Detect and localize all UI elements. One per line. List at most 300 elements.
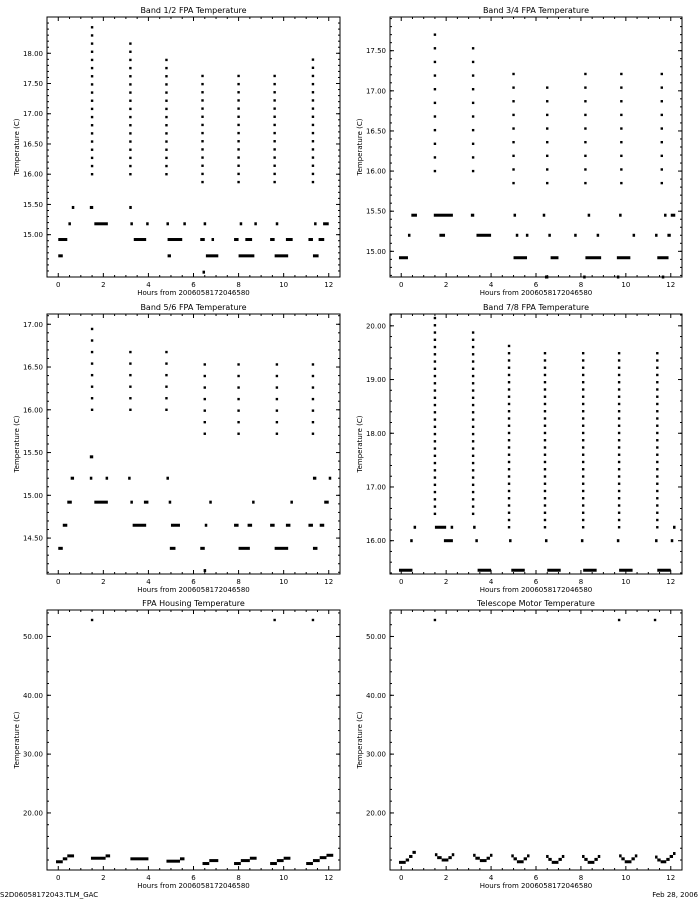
data-point (91, 83, 93, 85)
y-axis-label: Temperature (C) (356, 711, 364, 769)
data-point (201, 99, 203, 101)
data-points-run (514, 256, 527, 259)
y-tick-label: 17.00 (22, 320, 43, 329)
data-point (582, 519, 584, 521)
data-point (508, 475, 510, 477)
data-points-run (435, 853, 438, 856)
data-points-run (581, 539, 584, 542)
data-points-run (661, 860, 667, 863)
data-point (312, 363, 314, 365)
y-tick-label: 40.00 (365, 691, 386, 700)
data-points-run (671, 214, 675, 217)
data-point (544, 490, 546, 492)
data-point (656, 497, 658, 499)
data-point (582, 461, 584, 463)
data-point (618, 410, 620, 412)
data-point (434, 102, 436, 104)
data-point (512, 86, 514, 88)
data-point (91, 124, 93, 126)
data-point (237, 173, 239, 175)
x-tick-label: 12 (324, 874, 334, 882)
data-points-run (410, 539, 413, 542)
data-point (165, 409, 167, 411)
data-point (91, 132, 93, 134)
x-tick-label: 8 (236, 578, 241, 586)
data-points-run (585, 256, 601, 259)
data-point (434, 491, 436, 493)
data-point (91, 108, 93, 110)
x-axis-label: Hours from 2006058172046580 (479, 289, 593, 297)
data-point (201, 173, 203, 175)
data-point (472, 368, 474, 370)
data-points-run (284, 857, 291, 860)
data-points-run (313, 859, 320, 862)
data-point (165, 91, 167, 93)
chart-title: Telescope Motor Temperature (477, 599, 595, 608)
data-points-run (314, 222, 317, 225)
data-point (512, 141, 514, 143)
data-points-run (664, 214, 667, 217)
data-point (472, 115, 474, 117)
data-points-run (562, 855, 565, 858)
data-point (544, 388, 546, 390)
y-tick-label: 16.00 (22, 406, 43, 415)
data-point (129, 124, 131, 126)
data-point (618, 374, 620, 376)
data-points-run (329, 477, 332, 480)
chart-panel-1 (13, 6, 340, 297)
data-point (656, 446, 658, 448)
data-point (472, 331, 474, 333)
plot-frame (47, 610, 340, 870)
data-points-run (662, 276, 665, 279)
data-point (661, 127, 663, 129)
y-tick-label: 40.00 (22, 691, 43, 700)
data-point (620, 182, 622, 184)
x-tick-label: 6 (191, 281, 196, 289)
y-tick-label: 17.50 (365, 47, 386, 56)
data-point (618, 439, 620, 441)
data-point (434, 324, 436, 326)
data-point (512, 182, 514, 184)
data-point (434, 339, 436, 341)
data-point (656, 475, 658, 477)
data-point (582, 504, 584, 506)
data-points-run (409, 855, 412, 858)
data-points-run (286, 238, 293, 241)
x-tick-label: 0 (398, 578, 404, 586)
data-point (129, 100, 131, 102)
data-point (661, 168, 663, 170)
data-point (434, 61, 436, 63)
data-point (165, 351, 167, 353)
data-point (618, 504, 620, 506)
data-points-run (130, 222, 133, 225)
data-point (620, 100, 622, 102)
data-points-run (171, 524, 174, 527)
data-points-run (68, 222, 71, 225)
data-point (582, 483, 584, 485)
data-point (312, 132, 314, 134)
data-point (312, 165, 314, 167)
data-point (618, 512, 620, 514)
data-point (472, 484, 474, 486)
data-points-run (319, 238, 325, 241)
data-points-run (414, 526, 417, 529)
data-point (656, 417, 658, 419)
data-points-run (597, 234, 600, 237)
data-point (165, 67, 167, 69)
data-points-run (254, 222, 257, 225)
data-points-run (476, 234, 491, 237)
data-points-run (286, 524, 291, 527)
data-points-run (475, 857, 479, 860)
data-points-run (657, 256, 668, 259)
data-point (584, 73, 586, 75)
x-tick-label: 4 (488, 874, 494, 882)
data-point (661, 86, 663, 88)
data-point (165, 140, 167, 142)
data-point (472, 426, 474, 428)
data-point (312, 124, 314, 126)
data-point (546, 182, 548, 184)
data-point (129, 351, 131, 353)
data-point (129, 374, 131, 376)
data-point (129, 42, 131, 44)
chart-title: Band 3/4 FPA Temperature (482, 6, 590, 15)
data-points-run (619, 214, 622, 217)
data-point (584, 127, 586, 129)
data-points-run (412, 851, 415, 854)
data-points-run (478, 569, 491, 572)
data-point (508, 425, 510, 427)
data-points-run (548, 858, 551, 861)
data-point (544, 396, 546, 398)
data-points-run (129, 206, 132, 209)
data-points-run (134, 238, 146, 241)
data-point (434, 397, 436, 399)
data-point (91, 26, 93, 28)
data-points-run (545, 276, 548, 279)
data-point (312, 619, 314, 621)
data-points-run (552, 861, 559, 864)
x-tick-label: 4 (488, 578, 494, 586)
data-point (656, 526, 658, 528)
data-points-run (490, 854, 493, 857)
footer-file-id: S2D06058172043.TLM_GAC (0, 891, 99, 899)
data-points-run (673, 526, 676, 529)
data-point (544, 526, 546, 528)
x-tick-label: 10 (621, 281, 631, 289)
y-tick-label: 16.50 (365, 127, 386, 136)
data-point (472, 143, 474, 145)
data-point (620, 127, 622, 129)
data-point (129, 91, 131, 93)
data-point (312, 91, 314, 93)
data-point (273, 99, 275, 101)
data-points-run (323, 222, 329, 225)
x-tick-label: 8 (236, 874, 241, 882)
data-point (91, 339, 93, 341)
data-point (546, 155, 548, 157)
data-point (276, 421, 278, 423)
data-point (434, 433, 436, 435)
data-point (582, 468, 584, 470)
data-point (204, 386, 206, 388)
data-point (582, 490, 584, 492)
data-point (472, 404, 474, 406)
x-tick-label: 10 (621, 578, 631, 586)
data-point (434, 462, 436, 464)
data-points-run (448, 856, 451, 859)
data-point (312, 156, 314, 158)
data-point (434, 455, 436, 457)
data-point (661, 73, 663, 75)
data-point (546, 100, 548, 102)
data-point (618, 403, 620, 405)
data-point (129, 108, 131, 110)
data-point (508, 490, 510, 492)
data-point (276, 386, 278, 388)
data-point (582, 417, 584, 419)
data-point (472, 455, 474, 457)
data-points-run (326, 854, 333, 857)
data-point (472, 498, 474, 500)
data-point (582, 454, 584, 456)
data-point (656, 367, 658, 369)
data-point (546, 127, 548, 129)
data-point (656, 519, 658, 521)
data-points-run (511, 569, 524, 572)
data-point (204, 433, 206, 435)
chart-panel-2 (356, 6, 682, 297)
data-point (661, 155, 663, 157)
data-points-run (473, 854, 476, 857)
data-point (656, 396, 658, 398)
data-point (472, 156, 474, 158)
chart-panel-5 (13, 599, 340, 890)
data-point (546, 141, 548, 143)
data-points-run (275, 547, 289, 550)
data-point (276, 409, 278, 411)
data-point (129, 67, 131, 69)
data-points-run (203, 862, 210, 865)
plot-frame (390, 610, 682, 870)
data-points-run (106, 854, 111, 857)
data-points-run (234, 862, 241, 865)
data-point (656, 388, 658, 390)
data-point (237, 140, 239, 142)
data-point (201, 156, 203, 158)
y-tick-label: 18.00 (365, 429, 386, 438)
x-axis-label: Hours from 2006058172046580 (137, 586, 250, 594)
data-points-run (130, 857, 148, 860)
data-points-run (655, 539, 658, 542)
data-point (91, 173, 93, 175)
data-point (273, 165, 275, 167)
data-point (237, 375, 239, 377)
data-points-run (435, 526, 446, 529)
data-point (544, 410, 546, 412)
data-point (584, 86, 586, 88)
data-points-run (671, 539, 674, 542)
data-point (201, 140, 203, 142)
data-points-run (183, 222, 186, 225)
data-points-run (439, 234, 445, 237)
data-point (582, 475, 584, 477)
data-point (273, 83, 275, 85)
data-point (582, 352, 584, 354)
data-point (618, 461, 620, 463)
x-axis-label: Hours from 2006058172046580 (137, 289, 250, 297)
data-point (312, 116, 314, 118)
data-point (472, 346, 474, 348)
data-point (582, 526, 584, 528)
data-point (582, 446, 584, 448)
data-point (273, 124, 275, 126)
data-points-run (408, 234, 411, 237)
data-points-run (94, 501, 108, 504)
data-points-run (234, 238, 239, 241)
data-points-run (444, 539, 453, 542)
y-tick-label: 16.00 (365, 167, 386, 176)
data-point (273, 148, 275, 150)
data-point (434, 469, 436, 471)
data-points-run (173, 524, 180, 527)
data-point (544, 497, 546, 499)
data-point (544, 403, 546, 405)
data-points-run (168, 238, 183, 241)
data-point (91, 374, 93, 376)
chart-panel-6 (356, 599, 682, 890)
data-points-run (442, 859, 449, 862)
y-tick-label: 15.00 (22, 491, 43, 500)
data-points-run (655, 856, 658, 859)
data-point (434, 346, 436, 348)
data-point (237, 433, 239, 435)
data-point (165, 100, 167, 102)
data-point (434, 498, 436, 500)
data-point (656, 439, 658, 441)
y-tick-label: 16.00 (365, 537, 386, 546)
data-points-run (56, 860, 63, 863)
data-point (312, 433, 314, 435)
data-point (584, 141, 586, 143)
data-points-run (270, 238, 275, 241)
data-point (656, 359, 658, 361)
data-points-run (209, 859, 218, 862)
data-points-run (90, 477, 93, 480)
data-points-run (545, 539, 548, 542)
x-tick-label: 0 (56, 578, 61, 586)
data-point (91, 67, 93, 69)
x-tick-label: 12 (666, 578, 676, 586)
data-point (618, 526, 620, 528)
data-point (201, 132, 203, 134)
data-point (661, 100, 663, 102)
data-point (273, 107, 275, 109)
data-point (237, 386, 239, 388)
x-tick-label: 10 (621, 874, 631, 882)
data-points-run (204, 569, 207, 572)
data-point (544, 504, 546, 506)
y-tick-label: 30.00 (22, 750, 43, 759)
data-point (434, 382, 436, 384)
data-point (434, 368, 436, 370)
data-point (276, 433, 278, 435)
data-point (312, 409, 314, 411)
x-tick-label: 2 (443, 874, 449, 882)
y-tick-label: 16.50 (22, 363, 43, 372)
data-points-run (657, 859, 660, 862)
data-point (472, 375, 474, 377)
data-points-run (200, 238, 205, 241)
data-points-run (670, 855, 673, 858)
data-point (656, 381, 658, 383)
x-tick-label: 12 (666, 281, 676, 289)
data-point (472, 353, 474, 355)
x-axis-label: Hours from 2006058172046580 (479, 882, 593, 890)
data-points-run (551, 256, 559, 259)
data-point (312, 173, 314, 175)
data-point (508, 504, 510, 506)
data-point (661, 114, 663, 116)
data-point (544, 352, 546, 354)
data-points-run (239, 254, 255, 257)
data-point (237, 132, 239, 134)
y-tick-label: 15.50 (365, 207, 386, 216)
data-point (472, 418, 474, 420)
data-points-run (248, 524, 253, 527)
data-points-run (241, 859, 250, 862)
data-point (582, 425, 584, 427)
data-point (312, 398, 314, 400)
data-point (91, 149, 93, 151)
data-point (434, 484, 436, 486)
data-points-run (558, 858, 561, 861)
data-point (165, 374, 167, 376)
data-points-run (67, 854, 74, 857)
data-point (654, 619, 656, 621)
data-points-run (583, 276, 586, 279)
x-tick-label: 8 (578, 281, 584, 289)
data-point (91, 397, 93, 399)
data-point (91, 100, 93, 102)
x-tick-label: 10 (279, 578, 289, 586)
data-points-run (437, 856, 441, 859)
data-point (508, 403, 510, 405)
data-points-run (63, 524, 68, 527)
data-points-run (655, 234, 658, 237)
data-points-run (487, 857, 490, 860)
data-point (165, 75, 167, 77)
data-point (656, 468, 658, 470)
data-point (434, 426, 436, 428)
data-point (237, 363, 239, 365)
data-point (508, 519, 510, 521)
data-points-run (180, 857, 185, 860)
data-point (508, 439, 510, 441)
data-point (661, 182, 663, 184)
data-point (508, 352, 510, 354)
data-point (472, 411, 474, 413)
data-point (129, 409, 131, 411)
data-points-run (146, 222, 149, 225)
data-point (472, 339, 474, 341)
data-point (434, 513, 436, 515)
x-tick-label: 4 (146, 281, 151, 289)
data-point (91, 140, 93, 142)
